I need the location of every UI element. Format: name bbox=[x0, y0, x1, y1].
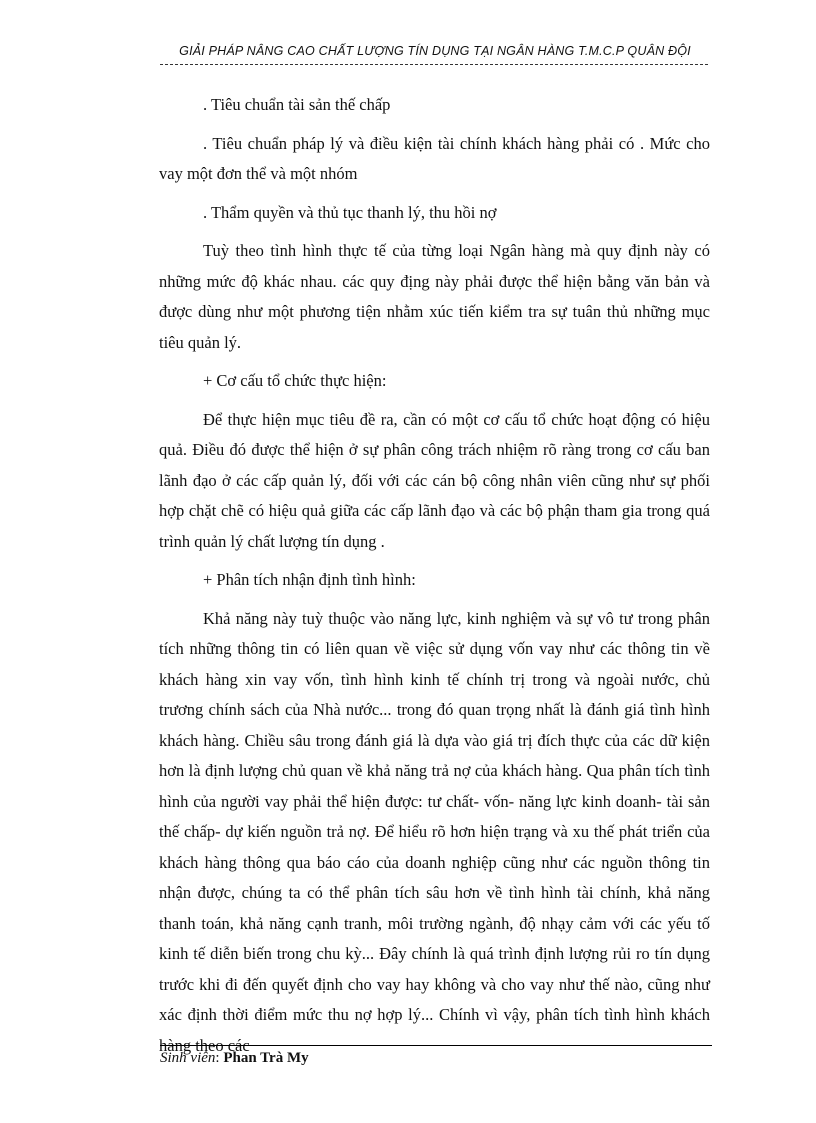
paragraph-authority: . Thẩm quyền và thủ tục thanh lý, thu hồi nợ bbox=[203, 202, 497, 222]
paragraph-organization-structure: Để thực hiện mục tiêu đề ra, cần có một cơ cấu tổ chức hoạt động có hiệu quả. Điều đó được thể hiện ở sự phân công trách nhiệm rõ ràng trong cơ cấu ban lãnh đạo ở các cấp quản lý, đối với các cán bộ công nhân viên cũng như sự phối hợp chặt chẽ có hiệu quả giữa các cấp lãnh đạo và các bộ phận tham gia trong quá trình quản lý chất lượng tín dụng . bbox=[159, 409, 710, 551]
footer-divider bbox=[160, 1045, 712, 1046]
document-body bbox=[159, 90, 710, 1069]
footer-student-name: Phan Trà My bbox=[223, 1050, 309, 1066]
paragraph-situation-analysis: Khả năng này tuỳ thuộc vào năng lực, kinh nghiệm và sự vô tư trong phân tích những thông tin có liên quan về việc sử dụng vốn vay như các thông tin về khách hàng xin vay vốn, tình hình kinh tế chính trị trong và ngoài nước, chủ trương chính sách của Nhà nước... trong đó quan trọng nhất là đánh giá tình hình khách hàng. Chiều sâu trong đánh giá là dựa vào giá trị đích thực của các dữ kiện hơn là định lượng chủ quan về khả năng trả nợ của khách hàng. Qua phân tích tình hình của người vay phải thể hiện được: tư chất- vốn- năng lực kinh doanh- tài sản thế chấp- dự kiến nguồn trả nợ. Để hiểu rõ hơn hiện trạng và xu thế phát triển của khách hàng thông qua báo cáo của doanh nghiệp cũng như các nguồn thông tin nhận được, chúng ta có thể phân tích sâu hơn về tình hình tài chính, khả năng thanh toán, khả năng cạnh tranh, môi trường ngành, độ nhạy cảm với các yếu tố kinh tế diễn biến trong chu kỳ... Đây chính là quá trình định lượng rủi ro tín dụng trước khi đi đến quyết định cho vay hay không và cho vay như thế nào, cũng như xác định thời điểm mức thu nợ hợp lý... Chính vì vậy, phân tích tình hình khách hàng theo các bbox=[159, 608, 710, 1055]
header-divider bbox=[160, 64, 708, 65]
footer-student-label: Sinh viên bbox=[160, 1050, 216, 1066]
heading-organization-structure: + Cơ cấu tổ chức thực hiện: bbox=[203, 371, 387, 390]
page-header-title: GIẢI PHÁP NÂNG CAO CHẤT LƯỢNG TÍN DỤNG TẠI NGÂN HÀNG T.M.C.P QUÂN ĐỘI bbox=[179, 44, 691, 58]
paragraph-legal-standard: . Tiêu chuẩn pháp lý và điều kiện tài chính khách hàng phải có . Mức cho vay một đơn thể và một nhóm bbox=[159, 133, 710, 183]
page-footer bbox=[160, 1050, 309, 1067]
heading-situation-analysis: + Phân tích nhận định tình hình: bbox=[203, 570, 416, 589]
paragraph-bank-regulation: Tuỳ theo tình hình thực tế của từng loại Ngân hàng mà quy định này có những mức độ khác nhau. các quy địng này phải được thể hiện bằng văn bản và được dùng như một phương tiện nhằm xúc tiến kiểm tra sự tuân thủ những mục tiêu quản lý. bbox=[159, 241, 710, 352]
paragraph-collateral-standard: . Tiêu chuẩn tài sản thế chấp bbox=[203, 95, 391, 114]
footer-separator: : bbox=[215, 1050, 224, 1066]
